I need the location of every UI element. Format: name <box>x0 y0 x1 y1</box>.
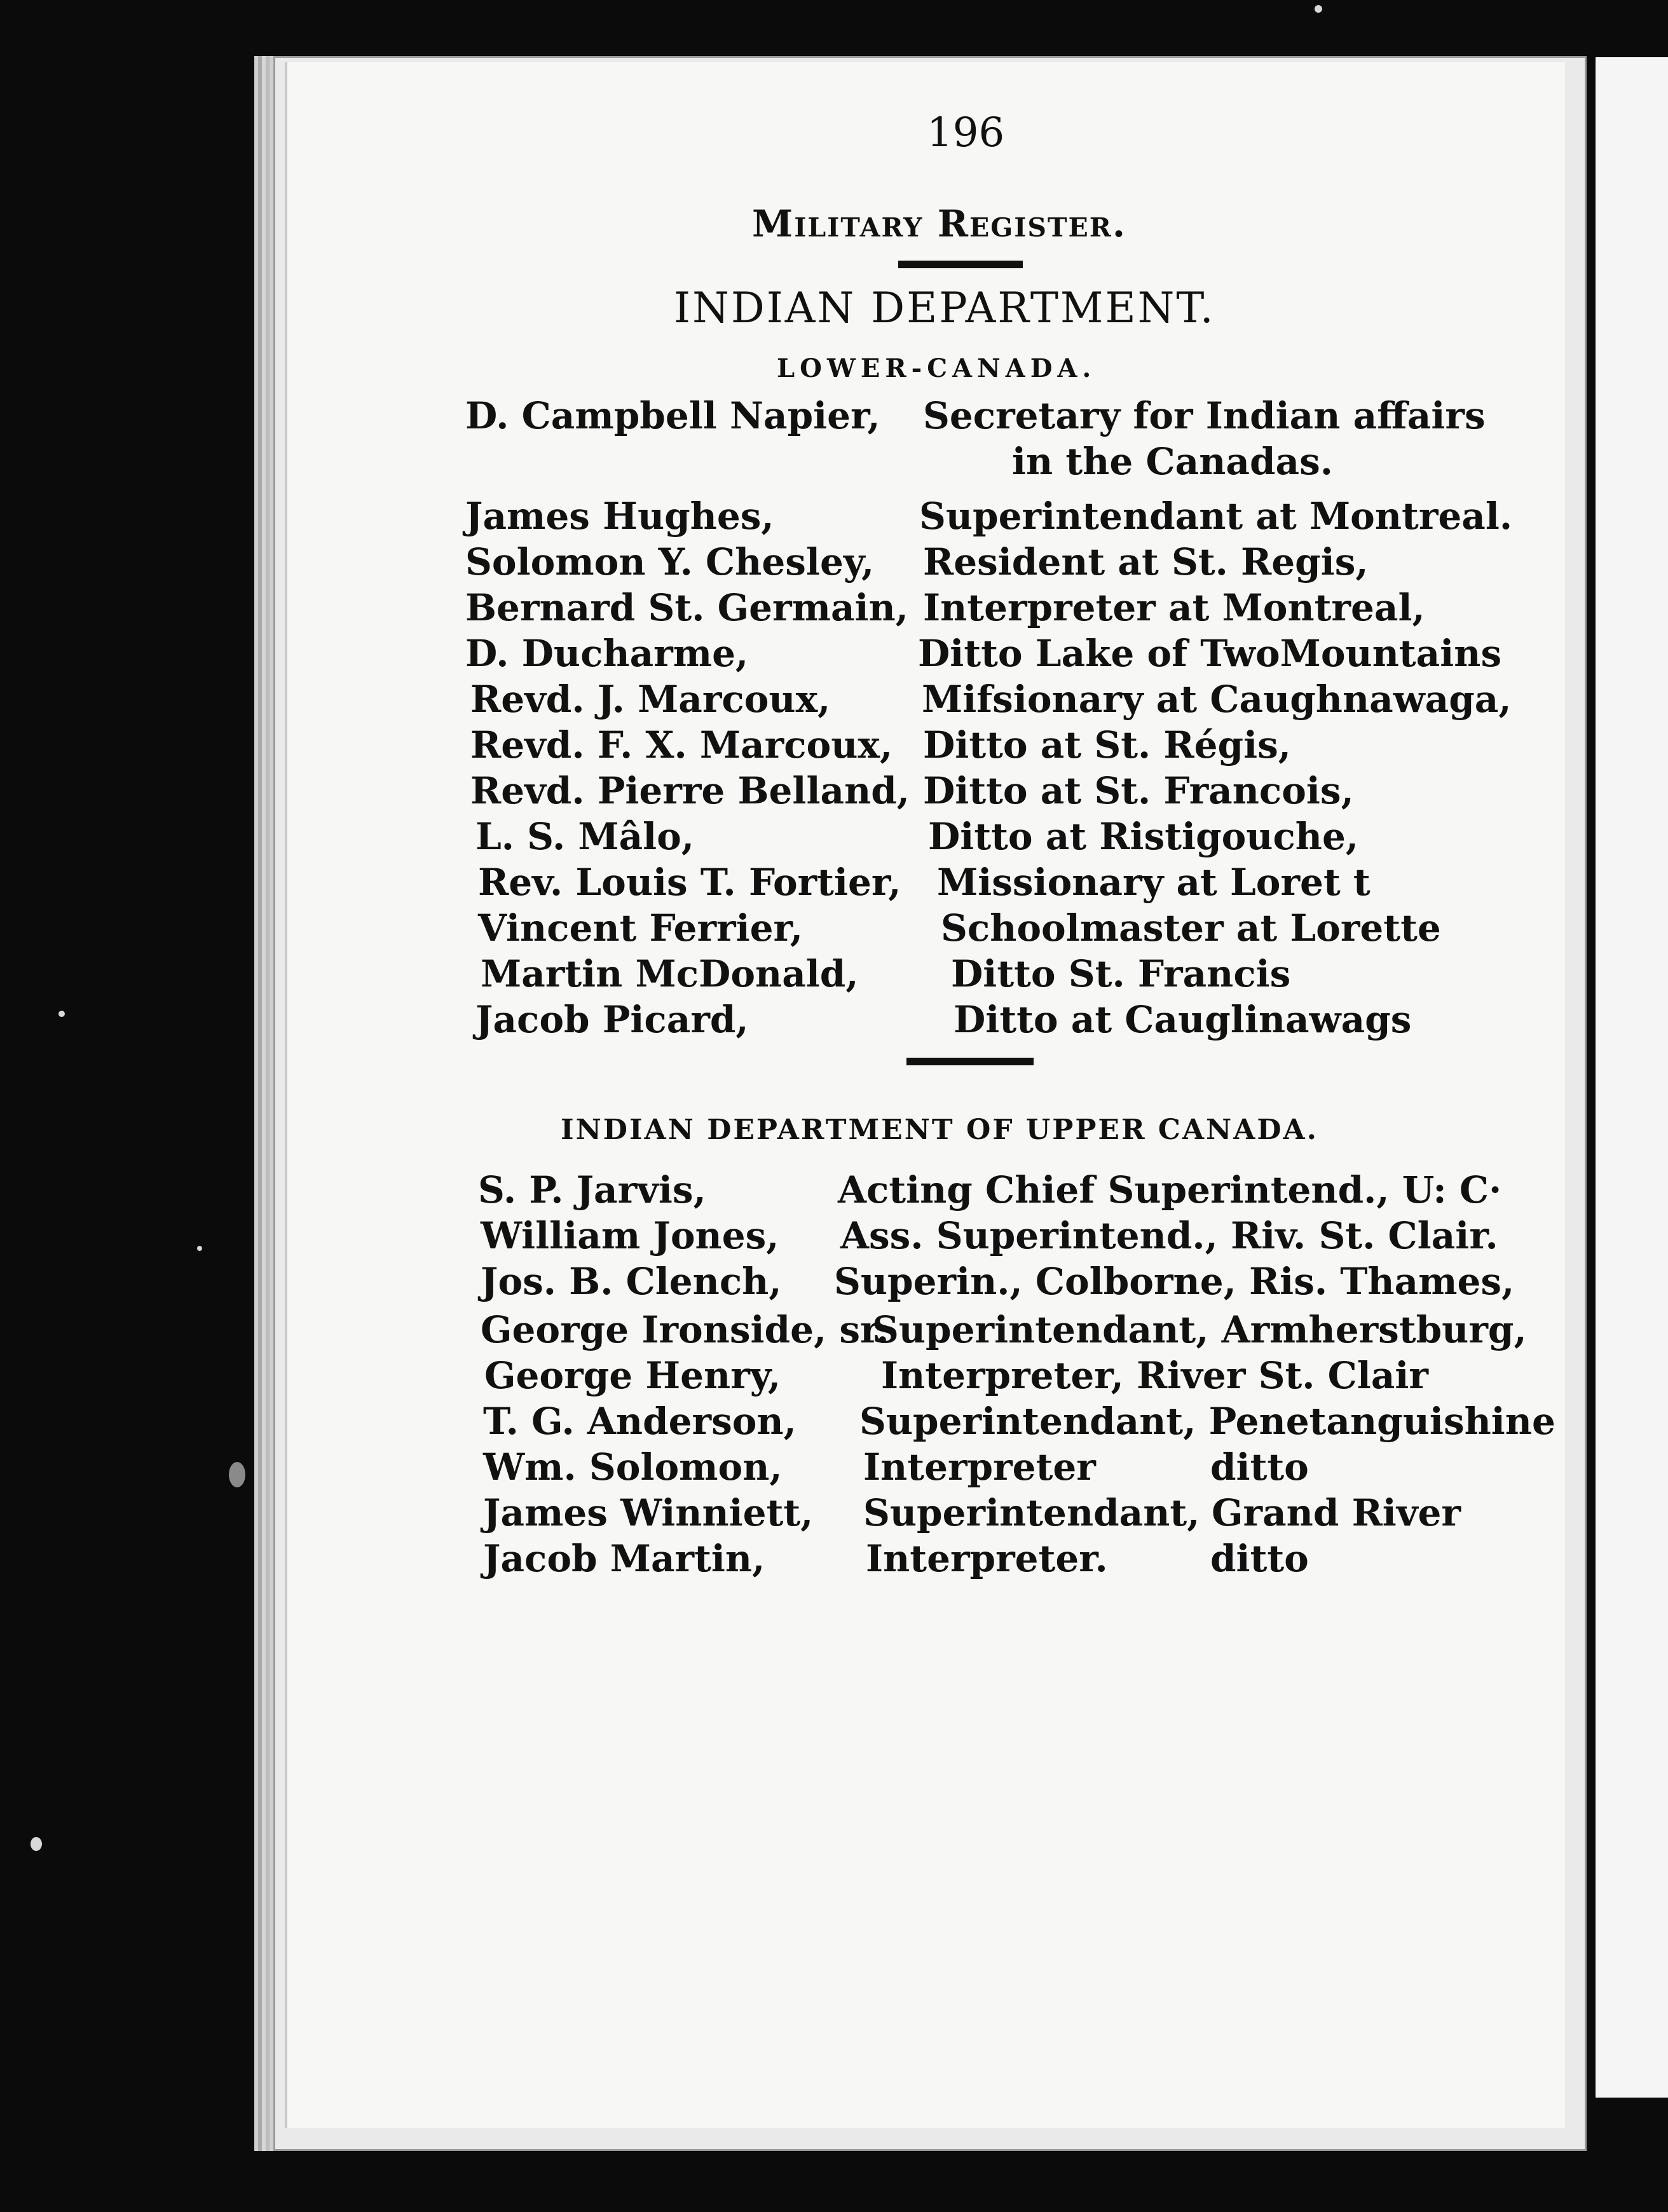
entry-office: Superintendant, Penetanguishine <box>859 1400 1555 1443</box>
entry-office: Ditto at St. Régis, <box>923 723 1291 767</box>
entry-name: George Ironside, sr. <box>481 1308 889 1351</box>
entry-name: S. P. Jarvis, <box>478 1168 706 1212</box>
entry-name: D. Campbell Napier, <box>465 394 880 437</box>
entry-name: Revd. J. Marcoux, <box>470 678 831 721</box>
entry-office: Superintendant, Armherstburg, <box>872 1308 1527 1351</box>
entry-office: Superintendant at Montreal. <box>919 495 1513 538</box>
department-title: INDIAN DEPARTMENT. <box>674 283 1215 332</box>
entry-name: Vincent Ferrier, <box>478 906 803 950</box>
entry-office: Acting Chief Superintend., U: C· <box>838 1168 1502 1212</box>
page-number: 196 <box>927 109 1005 156</box>
entry-place: ditto <box>1210 1445 1309 1489</box>
entry-name: Bernard St. Germain, <box>465 586 908 629</box>
entry-office: Ditto at Ristigouche, <box>928 815 1359 858</box>
entry-office: Interpreter. <box>866 1537 1108 1580</box>
entry-office: Interpreter at Montreal, <box>923 586 1425 629</box>
entry-office: Ass. Superintend., Riv. St. Clair. <box>840 1214 1498 1257</box>
entry-name: L. S. Mâlo, <box>475 815 695 858</box>
entry-office: Ditto at Cauglinawags <box>954 998 1412 1041</box>
entry-name: Solomon Y. Chesley, <box>465 540 875 584</box>
entry-name: Revd. Pierre Belland, <box>470 769 910 812</box>
entry-office: Superin., Colborne, Ris. Thames, <box>834 1260 1515 1303</box>
entry-place: ditto <box>1210 1537 1309 1580</box>
entry-name: Jacob Martin, <box>483 1537 765 1580</box>
entry-office: Schoolmaster at Lorette <box>941 906 1441 950</box>
entry-name: D. Ducharme, <box>465 632 749 675</box>
entry-office: Secretary for Indian affairs <box>923 394 1486 437</box>
entry-name: William Jones, <box>481 1214 779 1257</box>
running-head: Military Register. <box>752 202 1127 245</box>
entry-name: George Henry, <box>484 1354 781 1397</box>
section-heading-lower-canada: LOWER-CANADA. <box>777 353 1097 383</box>
entry-office: Superintendant, <box>863 1491 1200 1534</box>
entry-office: in the Canadas. <box>1012 440 1333 483</box>
entry-name: Wm. Solomon, <box>483 1445 783 1489</box>
entry-name: Jacob Picard, <box>475 998 749 1041</box>
speck <box>229 1462 245 1487</box>
speck <box>197 1246 202 1251</box>
entry-name: James Winniett, <box>483 1491 814 1534</box>
entry-office: Ditto St. Francis <box>951 952 1291 995</box>
divider-rule <box>906 1058 1034 1065</box>
speck <box>58 1011 65 1017</box>
entry-office: Ditto at St. Francois, <box>923 769 1354 812</box>
entry-name: Revd. F. X. Marcoux, <box>470 723 893 767</box>
speck <box>1315 5 1322 13</box>
entry-office: Resident at St. Regis, <box>923 540 1369 584</box>
section-heading-upper-canada: INDIAN DEPARTMENT OF UPPER CANADA. <box>561 1114 1318 1146</box>
speck <box>31 1837 42 1851</box>
entry-office: Interpreter <box>863 1445 1096 1489</box>
entry-office: Interpreter, River St. Clair <box>881 1354 1428 1397</box>
facing-page-edge <box>1596 57 1668 2098</box>
entry-office: Mifsionary at Caughnawaga, <box>922 678 1512 721</box>
entry-name: T. G. Anderson, <box>483 1400 796 1443</box>
entry-place: Grand River <box>1212 1491 1461 1534</box>
entry-office: Ditto Lake of TwoMountains <box>918 632 1502 675</box>
entry-office: Missionary at Loret t <box>937 861 1371 904</box>
divider-rule <box>898 261 1023 268</box>
entry-name: Martin McDonald, <box>481 952 859 995</box>
entry-name: Jos. B. Clench, <box>481 1260 782 1303</box>
entry-name: Rev. Louis T. Fortier, <box>478 861 901 904</box>
entry-name: James Hughes, <box>465 495 774 538</box>
